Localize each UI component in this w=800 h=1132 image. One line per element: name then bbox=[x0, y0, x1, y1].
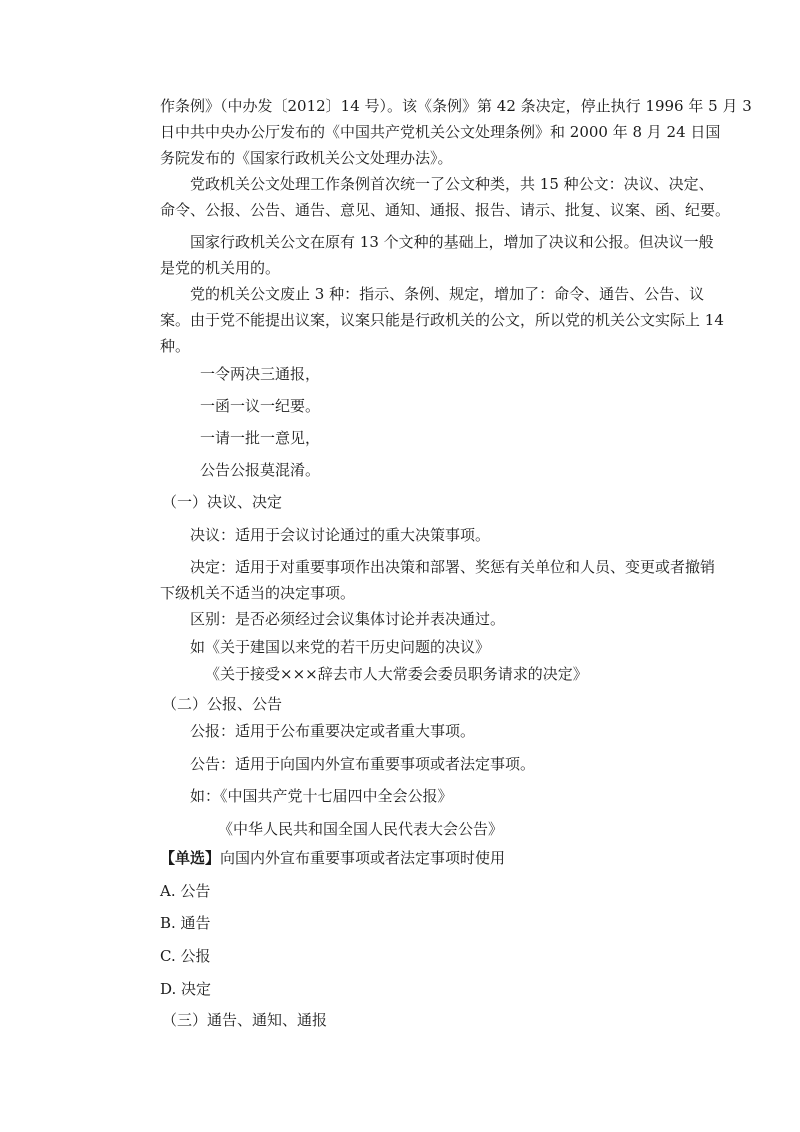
unify-line-1: 党政机关公文处理工作条例首次统一了公文种类，共 15 种公文：决议、决定、 bbox=[190, 175, 714, 193]
decision-definition-line-2: 下级机关不适当的决定事项。 bbox=[160, 584, 356, 602]
mnemonic-line-4: 公告公报莫混淆。 bbox=[200, 461, 321, 479]
intro-line-3: 务院发布的《国家行政机关公文处理办法》。 bbox=[160, 149, 453, 167]
mnemonic-line-3: 一请一批一意见， bbox=[200, 429, 321, 447]
intro-line-1: 作条例》（中办发〔2012〕14 号）。该《条例》第 42 条决定，停止执行 1996 年 5 月 3 bbox=[160, 97, 752, 115]
state-line-2: 是党的机关用的。 bbox=[160, 259, 281, 277]
section1-example-1: 如《关于建国以来党的若干历史问题的决议》 bbox=[190, 638, 491, 656]
quiz-option-d: D. 决定 bbox=[160, 980, 212, 998]
section2-example-2: 《中华人民共和国全国人民代表大会公告》 bbox=[218, 820, 504, 838]
section3-heading: （三）通告、通知、通报 bbox=[162, 1011, 328, 1029]
section1-example-2: 《关于接受×××辞去市人大常委会委员职务请求的决定》 bbox=[205, 665, 588, 683]
difference-note: 区别：是否必须经过会议集体讨论并表决通过。 bbox=[190, 610, 506, 628]
mnemonic-line-1: 一令两决三通报， bbox=[200, 365, 321, 383]
quiz-tag: 【单选】 bbox=[160, 849, 221, 867]
section2-heading: （二）公报、公告 bbox=[162, 695, 283, 713]
resolution-definition: 决议：适用于会议讨论通过的重大决策事项。 bbox=[190, 526, 491, 544]
unify-line-2: 命令、公报、公告、通告、意见、通知、通报、报告、请示、批复、议案、函、纪要。 bbox=[160, 201, 731, 219]
decision-definition-line-1: 决定：适用于对重要事项作出决策和部署、奖惩有关单位和人员、变更或者撤销 bbox=[190, 558, 716, 576]
quiz-question bbox=[160, 848, 505, 868]
quiz-question-text: 向国内外宣布重要事项或者法定事项时使用 bbox=[220, 849, 506, 867]
mnemonic-line-2: 一函一议一纪要。 bbox=[200, 397, 321, 415]
quiz-option-b: B. 通告 bbox=[160, 914, 211, 932]
intro-line-2: 日中共中央办公厅发布的《中国共产党机关公文处理条例》和 2000 年 8 月 24 日国 bbox=[160, 123, 721, 141]
party-line-2: 案。由于党不能提出议案，议案只能是行政机关的公文，所以党的机关公文实际上 14 bbox=[160, 311, 724, 329]
party-line-3: 种。 bbox=[160, 337, 191, 355]
announcement-definition: 公告：适用于向国内外宣布重要事项或者法定事项。 bbox=[190, 755, 536, 773]
communique-definition: 公报：适用于公布重要决定或者重大事项。 bbox=[190, 722, 476, 740]
state-line-1: 国家行政机关公文在原有 13 个文种的基础上，增加了决议和公报。但决议一般 bbox=[190, 233, 714, 251]
section1-heading: （一）决议、决定 bbox=[162, 493, 283, 511]
section2-example-1: 如：《中国共产党十七届四中全会公报》 bbox=[190, 787, 453, 805]
party-line-1: 党的机关公文废止 3 种：指示、条例、规定，增加了：命令、通告、公告、议 bbox=[190, 285, 705, 303]
quiz-option-a: A. 公告 bbox=[160, 882, 211, 900]
quiz-option-c: C. 公报 bbox=[160, 947, 211, 965]
